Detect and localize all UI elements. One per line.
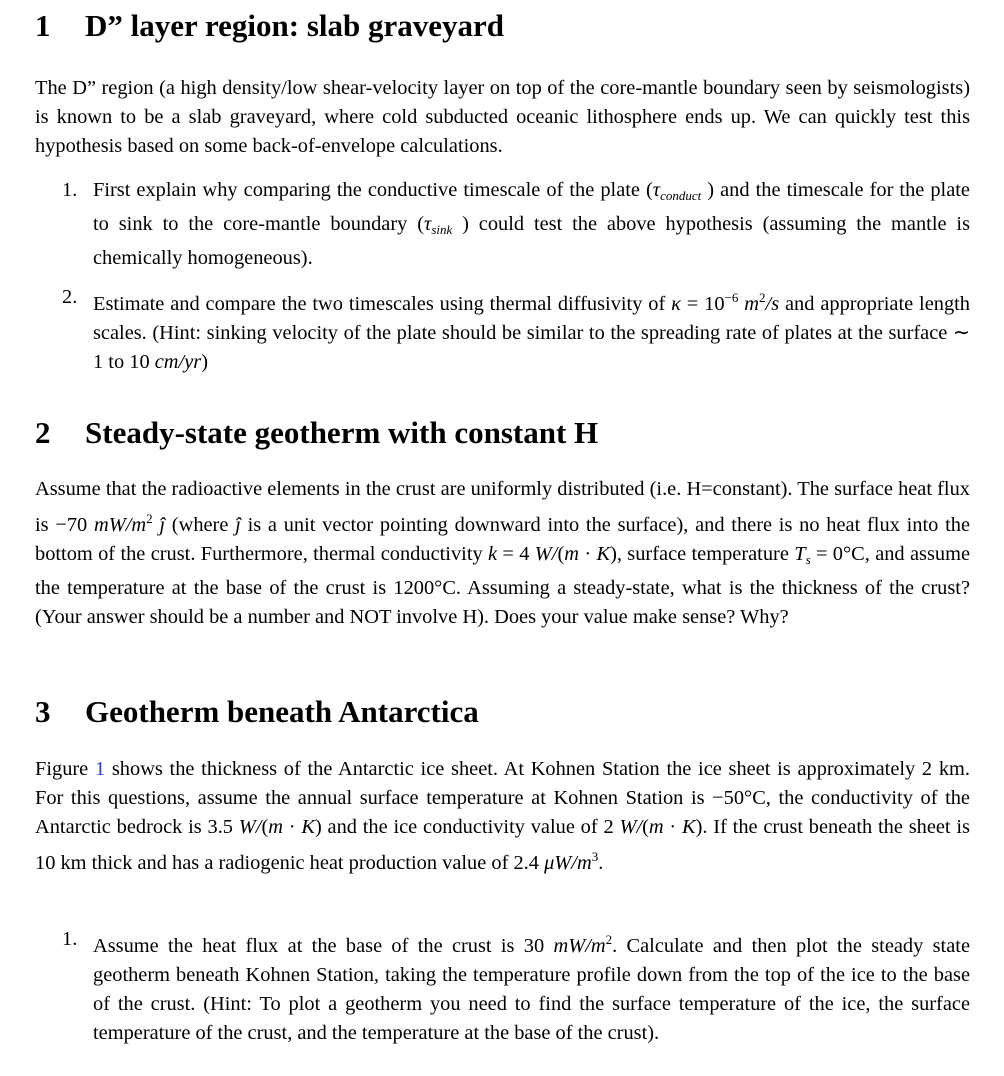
text-run: First explain why comparing the conductive timescale of the plate ( xyxy=(93,179,653,201)
math-symbol: μW/m xyxy=(544,852,592,874)
list-item xyxy=(62,176,971,273)
figure-link[interactable]: 1 xyxy=(94,758,106,780)
list-number: 2. xyxy=(62,286,78,308)
section-title: D” layer region: slab graveyard xyxy=(85,8,505,43)
text-run: ), surface temperature xyxy=(610,543,795,565)
text-run: and appropriate length scales. (Hint: sinking velocity of the plate should be similar to the spreading rate of plates at the surface ∼ 1 to 10 xyxy=(93,293,970,373)
superscript: 3 xyxy=(591,849,599,864)
math-symbol: κ xyxy=(671,293,681,315)
text-run: Estimate and compare the two timescales using thermal diffusivity of xyxy=(93,293,672,315)
text-run: Assume that the radioactive elements in the crust are uniformly distributed (i.e. H=constant). The surface heat flux is −70 xyxy=(35,478,970,536)
section-number: 1 xyxy=(35,8,51,43)
section-heading-3 xyxy=(35,694,479,730)
superscript: 2 xyxy=(146,511,153,526)
math-symbol: m xyxy=(744,293,760,315)
text-run: ( xyxy=(261,816,269,838)
text-run: The D” region (a high density/low shear-velocity layer on top of the core-mantle boundary seen by seismologists) is known to be a slab graveyard, where cold subducted oceanic lithosphere ends up. We can quickly test this hypothesis based on some back-of-envelope calculations. xyxy=(35,77,970,157)
list-number: 1. xyxy=(62,928,78,950)
list-number: 1. xyxy=(62,179,78,201)
subscript: s xyxy=(805,552,811,567)
text-run: (where xyxy=(165,514,236,536)
math-symbol: W/ xyxy=(619,816,643,838)
math-symbol: W/ xyxy=(534,543,558,565)
text-run: ) and the ice conductivity value of 2 xyxy=(314,816,620,838)
section-number: 2 xyxy=(35,415,51,450)
text-run: Figure xyxy=(35,758,95,780)
math-symbol: ĵ xyxy=(159,514,166,536)
text-run: is a unit vector pointing downward into the surface), and there is no heat flux into the bottom of the crust. Furthermore, thermal conductivity xyxy=(35,514,970,565)
text-run: ( xyxy=(642,816,649,838)
math-symbol: m xyxy=(564,543,579,565)
math-symbol: k xyxy=(488,543,498,565)
section-heading-1 xyxy=(35,8,504,44)
math-symbol: cm/yr xyxy=(154,351,202,373)
math-symbol: K xyxy=(301,816,315,838)
math-symbol: m xyxy=(648,816,664,838)
text-run: ). If the crust beneath the sheet is 10 km thick and has a radiogenic heat production value of 2.4 xyxy=(35,816,970,874)
list-item-text xyxy=(93,932,970,1044)
text-run: ( xyxy=(557,543,565,565)
math-symbol: /s xyxy=(765,293,780,315)
list-item xyxy=(62,283,970,377)
text-run: ) could test the above hypothesis (assuming the mantle is chemically homogeneous). xyxy=(93,213,971,269)
subscript: conduct xyxy=(660,188,702,203)
section-heading-2 xyxy=(35,415,598,451)
math-symbol: mW/m xyxy=(553,935,606,957)
paragraph xyxy=(35,755,970,878)
text-run: . Calculate and then plot the steady state geotherm beneath Kohnen Station, taking the temperature profile down from the top of the ice to the base of the crust. (Hint: To plot a geotherm you need to find the surface temperature of the ice, the surface temperature of the crust, and the temperature at the base of the crust). xyxy=(93,935,970,1044)
list-item-text xyxy=(93,179,970,269)
superscript: 2 xyxy=(605,932,613,947)
paragraph xyxy=(35,475,970,632)
section-title: Steady-state geotherm with constant H xyxy=(85,415,599,450)
text-run: shows the thickness of the Antarctic ice sheet. At Kohnen Station the ice sheet is approximately 2 km. For this questions, assume the annual surface temperature at Kohnen Station is −50°C, the conductivity of the Antarctic bedrock is 3.5 xyxy=(35,758,970,838)
math-symbol: K xyxy=(596,543,611,565)
text-run: ) xyxy=(201,351,208,373)
text-run: = 10 xyxy=(680,293,725,315)
text-run: · xyxy=(282,816,302,838)
subscript: sink xyxy=(431,222,453,237)
math-symbol: K xyxy=(682,816,696,838)
text-run: Assume the heat flux at the base of the crust is 30 xyxy=(93,935,554,957)
text-run: ) and the timescale for the plate to sink to the core-mantle boundary ( xyxy=(93,179,970,235)
text-run: . xyxy=(598,852,604,874)
text-run: = 0°C, and assume the temperature at the base of the crust is 1200°C. Assuming a steady-state, what is the thickness of the crust? (Your answer should be a number and NOT involve H). Does your value make sense? Why? xyxy=(35,543,970,628)
math-symbol: τ xyxy=(652,179,661,201)
paragraph xyxy=(35,74,970,161)
math-symbol: τ xyxy=(424,213,432,235)
math-symbol: ĵ xyxy=(235,514,241,536)
section-title: Geotherm beneath Antarctica xyxy=(85,694,479,729)
section-number: 3 xyxy=(35,694,51,729)
text-run: · xyxy=(663,816,683,838)
list-item-text xyxy=(93,290,970,373)
math-symbol: W/ xyxy=(238,816,262,838)
text-run: · xyxy=(578,543,597,565)
math-symbol: mW/m xyxy=(94,514,147,536)
math-symbol: m xyxy=(268,816,283,838)
superscript: 2 xyxy=(759,290,766,305)
superscript: −6 xyxy=(724,290,739,305)
text-run: = 4 xyxy=(497,543,535,565)
math-symbol: T xyxy=(794,543,806,565)
list-item xyxy=(62,925,970,1048)
